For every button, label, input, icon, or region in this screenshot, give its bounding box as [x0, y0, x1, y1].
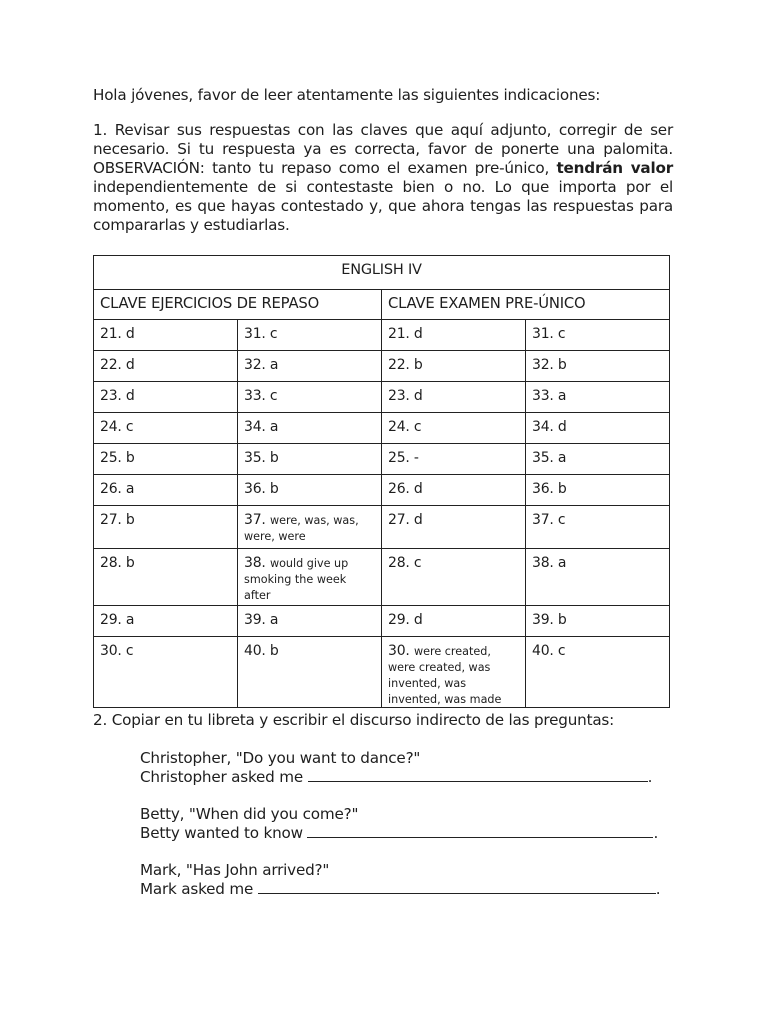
answer-number: 22. d: [100, 357, 135, 373]
answer-number: 38.: [244, 555, 266, 571]
question-3-quote: Mark, "Has John arrived?": [140, 861, 330, 879]
answer-number: 24. c: [388, 419, 422, 435]
question-2-prompt: Betty wanted to know: [140, 824, 303, 842]
answer-number: 28. c: [388, 555, 422, 571]
answer-cell: [382, 606, 526, 637]
answer-text: were, was, was, were, were: [244, 514, 359, 543]
answer-number: 33. a: [532, 388, 567, 404]
answer-cell: [526, 606, 670, 637]
answer-text: were created, were created, was invented, was invented, was made: [388, 645, 502, 706]
answer-number: 23. d: [100, 388, 135, 404]
answer-number: 40. b: [244, 643, 279, 659]
answer-cell: [382, 475, 526, 506]
answer-number: 37.: [244, 512, 266, 528]
question-2-end: .: [653, 824, 659, 842]
answer-number: 34. d: [532, 419, 567, 435]
answer-cell: [238, 382, 382, 413]
answer-number: 35. a: [532, 450, 567, 466]
answer-number: 27. d: [388, 512, 423, 528]
answer-cell: [526, 413, 670, 444]
answer-cell: [94, 606, 238, 637]
answer-number: 23. d: [388, 388, 423, 404]
answer-cell: [238, 413, 382, 444]
question-2-quote: Betty, "When did you come?": [140, 805, 359, 823]
answer-cell: [94, 382, 238, 413]
header-exam-key: CLAVE EXAMEN PRE-ÚNICO: [382, 290, 670, 320]
answer-number: 31. c: [244, 326, 278, 342]
answer-number: 33. c: [244, 388, 278, 404]
greeting-line: Hola jóvenes, favor de leer atentamente las siguientes indicaciones:: [93, 86, 601, 104]
answer-cell: [382, 351, 526, 382]
table-row: [94, 606, 670, 637]
answer-cell: [382, 413, 526, 444]
answer-number: 40. c: [532, 643, 566, 659]
instruction-1-bold: tendrán valor: [556, 159, 673, 177]
answer-number: 25. b: [100, 450, 135, 466]
answer-number: 39. b: [532, 612, 567, 628]
answer-cell: [94, 444, 238, 475]
answer-cell: [238, 606, 382, 637]
answer-cell: [94, 549, 238, 606]
answer-cell: [238, 444, 382, 475]
answer-number: 35. b: [244, 450, 279, 466]
question-2-answer-line: [140, 823, 658, 842]
answer-number: 24. c: [100, 419, 134, 435]
answer-number: 37. c: [532, 512, 566, 528]
table-row: [94, 506, 670, 549]
table-row: [94, 444, 670, 475]
answer-number: 31. c: [532, 326, 566, 342]
instruction-1-text-b: independientemente de si contestaste bien o no. Lo que importa por el momento, es que hayas contestado y, que ahora tengas las respuestas para compararlas y estudiarlas.: [93, 178, 673, 234]
answer-cell: [526, 549, 670, 606]
answer-number: 34. a: [244, 419, 279, 435]
answer-cell: [382, 382, 526, 413]
answer-cell: [526, 475, 670, 506]
question-1-end: .: [647, 768, 653, 786]
answer-number: 32. b: [532, 357, 567, 373]
answer-cell: [526, 637, 670, 708]
question-1-quote: Christopher, "Do you want to dance?": [140, 749, 421, 767]
instruction-2: 2. Copiar en tu libreta y escribir el discurso indirecto de las preguntas:: [93, 711, 615, 729]
answer-blank[interactable]: [308, 767, 648, 782]
answer-number: 27. b: [100, 512, 135, 528]
question-1-prompt: Christopher asked me: [140, 768, 303, 786]
table-row: [94, 475, 670, 506]
answer-number: 21. d: [388, 326, 423, 342]
answer-number: 30.: [388, 643, 410, 659]
answer-cell: [238, 506, 382, 549]
answer-number: 36. b: [244, 481, 279, 497]
table-row: [94, 637, 670, 708]
question-1-answer-line: [140, 767, 652, 786]
answer-number: 29. d: [388, 612, 423, 628]
table-title: ENGLISH IV: [94, 256, 670, 290]
answer-blank[interactable]: [258, 879, 656, 894]
answer-cell: [526, 382, 670, 413]
answer-cell: [526, 351, 670, 382]
answer-cell: [94, 413, 238, 444]
table-row: [94, 413, 670, 444]
answer-cell: [526, 320, 670, 351]
answer-cell: [94, 506, 238, 549]
instruction-1-text-a: 1. Revisar sus respuestas con las claves que aquí adjunto, corregir de ser necesario. Si tu respuesta ya es correcta, favor de ponerte una palomita. OBSERVACIÓN: tanto tu repaso como el examen pre-único,: [93, 121, 673, 177]
answer-cell: [94, 320, 238, 351]
answer-cell: [238, 320, 382, 351]
answer-cell: [526, 444, 670, 475]
answer-cell: [382, 549, 526, 606]
question-3-prompt: Mark asked me: [140, 880, 254, 898]
answer-cell: [238, 549, 382, 606]
answer-number: 26. d: [388, 481, 423, 497]
answer-number: 29. a: [100, 612, 135, 628]
answer-key-table: [93, 255, 670, 708]
answer-number: 39. a: [244, 612, 279, 628]
answer-cell: [94, 637, 238, 708]
answer-cell: [94, 351, 238, 382]
answer-cell: [382, 320, 526, 351]
answer-number: 38. a: [532, 555, 567, 571]
answer-cell: [382, 637, 526, 708]
answer-blank[interactable]: [307, 823, 653, 838]
table-row: [94, 320, 670, 351]
answer-cell: [238, 475, 382, 506]
table-row: [94, 549, 670, 606]
answer-number: 21. d: [100, 326, 135, 342]
question-3-answer-line: [140, 879, 660, 898]
answer-number: 26. a: [100, 481, 135, 497]
answer-cell: [94, 475, 238, 506]
answer-cell: [382, 444, 526, 475]
instruction-1: [93, 121, 673, 235]
answer-cell: [382, 506, 526, 549]
header-review-key: CLAVE EJERCICIOS DE REPASO: [94, 290, 382, 320]
answer-text: would give up smoking the week after: [244, 557, 349, 602]
table-row: [94, 382, 670, 413]
table-row: [94, 351, 670, 382]
answer-number: 25. -: [388, 450, 419, 466]
answer-cell: [526, 506, 670, 549]
answer-number: 28. b: [100, 555, 135, 571]
answer-number: 36. b: [532, 481, 567, 497]
answer-cell: [238, 637, 382, 708]
answer-number: 32. a: [244, 357, 279, 373]
answer-number: 30. c: [100, 643, 134, 659]
answer-number: 22. b: [388, 357, 423, 373]
answer-cell: [238, 351, 382, 382]
question-3-end: .: [655, 880, 661, 898]
